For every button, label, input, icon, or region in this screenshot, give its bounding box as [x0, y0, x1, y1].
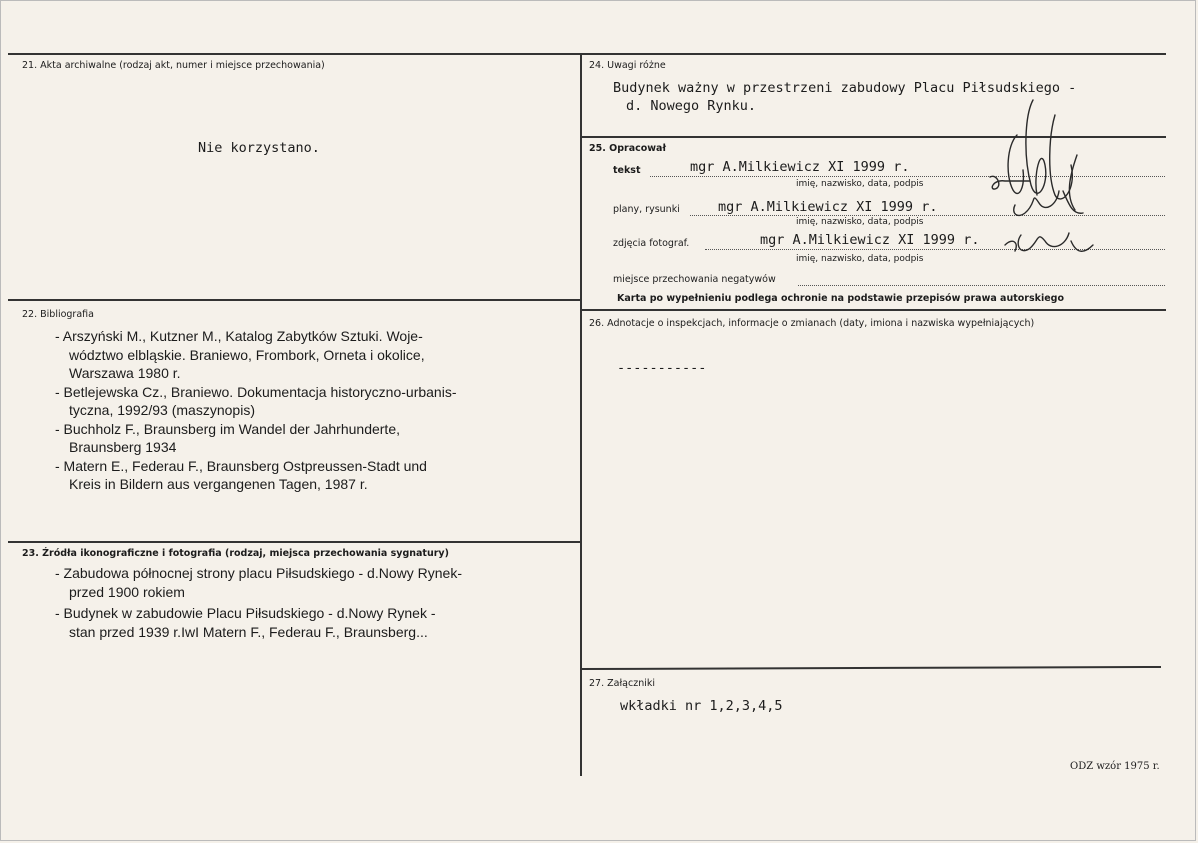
iconography-item-2: [55, 604, 436, 641]
rule-22: [8, 299, 581, 301]
section-24-label: 24. Uwagi różne: [589, 60, 666, 71]
tekst-label: tekst: [613, 165, 641, 176]
rule-26: [581, 309, 1166, 311]
negatywy-dotline: [798, 285, 1165, 286]
handwritten-signature: [985, 95, 1105, 265]
zdjecia-label: zdjęcia fotograf.: [613, 238, 690, 249]
bibliography-line: - Arszyński M., Kutzner M., Katalog Zabytków Sztuki. Woje-: [55, 328, 423, 344]
section-24-line-1: Budynek ważny w przestrzeni zabudowy Placu Piłsudskiego -: [613, 80, 1077, 96]
bibliography-line: tyczna, 1992/93 (maszynopis): [69, 402, 255, 418]
rule-23: [8, 541, 581, 543]
section-21-label: 21. Akta archiwalne (rodzaj akt, numer i miejsce przechowania): [22, 60, 325, 71]
bibliography-line: Kreis in Bildern aus vergangenen Tagen, 1987 r.: [69, 476, 368, 492]
form-footer: ODZ wzór 1975 r.: [1070, 761, 1160, 772]
zdjecia-caption: imię, nazwisko, data, podpis: [796, 254, 924, 264]
zdjecia-value: mgr A.Milkiewicz XI 1999 r.: [760, 232, 980, 248]
bibliography-line: Braunsberg 1934: [69, 439, 177, 455]
iconography-line: - Zabudowa północnej strony placu Piłsudskiego - d.Nowy Rynek-: [55, 565, 462, 581]
bibliography-line: Warszawa 1980 r.: [69, 365, 181, 381]
bibliography-line: wództwo elbląskie. Braniewo, Frombork, Orneta i okolice,: [69, 346, 425, 363]
section-27-text: wkładki nr 1,2,3,4,5: [620, 698, 783, 714]
tekst-value: mgr A.Milkiewicz XI 1999 r.: [690, 159, 910, 175]
section-24-line-2: d. Nowego Rynku.: [626, 98, 757, 114]
bibliography-line: - Betlejewska Cz., Braniewo. Dokumentacja historyczno-urbanis-: [55, 383, 457, 400]
section-22-label: 22. Bibliografia: [22, 309, 94, 320]
section-25-label: 25. Opracował: [589, 143, 666, 154]
plany-caption: imię, nazwisko, data, podpis: [796, 217, 924, 227]
iconography-line: przed 1900 rokiem: [69, 583, 185, 600]
iconography-line: stan przed 1939 r.IwI Matern F., Federau F., Braunsberg...: [69, 623, 428, 640]
negatywy-label: miejsce przechowania negatywów: [613, 274, 776, 285]
section-27-label: 27. Załączniki: [589, 678, 655, 689]
plany-label: plany, rysunki: [613, 204, 680, 215]
iconography-item-1: [55, 564, 462, 601]
section-21-text: Nie korzystano.: [198, 140, 320, 156]
section-26-dashes: -----------: [617, 360, 707, 376]
bibliography-line: - Matern E., Federau F., Braunsberg Ostpreussen-Stadt und: [55, 457, 427, 474]
bibliography-list: [55, 327, 457, 494]
plany-value: mgr A.Milkiewicz XI 1999 r.: [718, 199, 938, 215]
iconography-line: - Budynek w zabudowie Placu Piłsudskiego - d.Nowy Rynek -: [55, 605, 436, 621]
top-rule: [8, 53, 1166, 55]
section-23-label: 23. Źródła ikonograficzne i fotografia (rodzaj, miejsca przechowania sygnatury): [22, 548, 449, 559]
section-26-label: 26. Adnotacje o inspekcjach, informacje o zmianach (daty, imiona i nazwiska wypełniających): [589, 318, 1035, 329]
tekst-caption: imię, nazwisko, data, podpis: [796, 179, 924, 189]
copyright-note: Karta po wypełnieniu podlega ochronie na podstawie przepisów prawa autorskiego: [617, 293, 1064, 304]
bibliography-line: - Buchholz F., Braunsberg im Wandel der Jahrhunderte,: [55, 420, 400, 437]
